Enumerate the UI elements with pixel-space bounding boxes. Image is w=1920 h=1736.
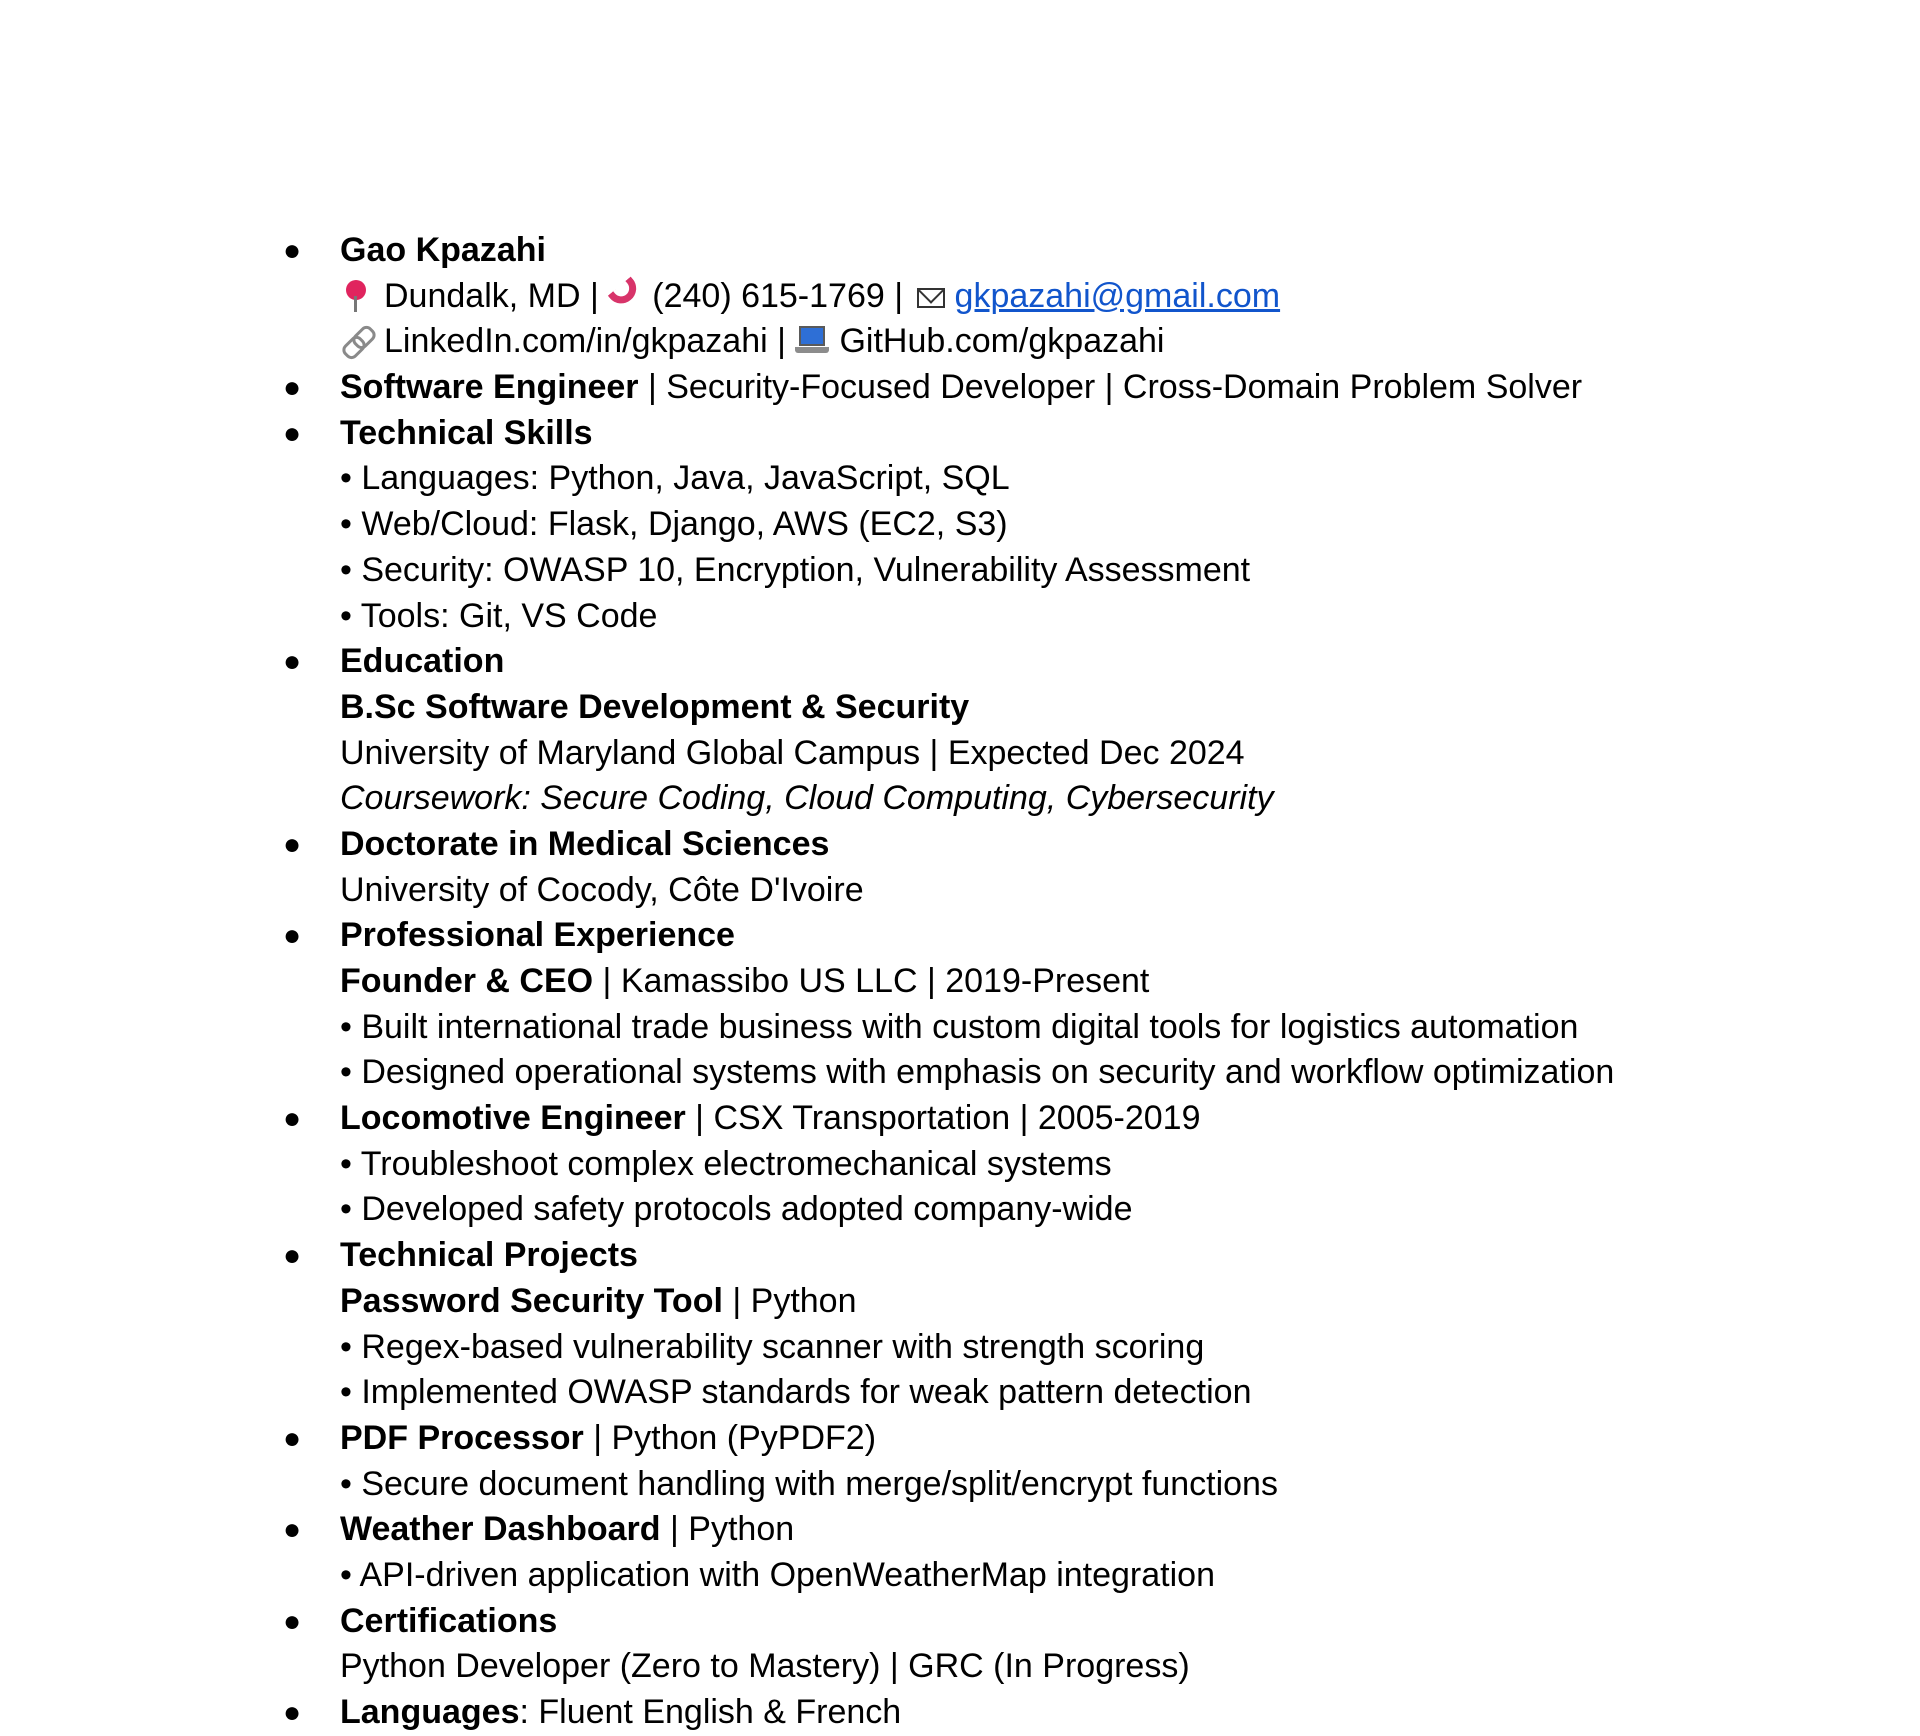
section-heading: Education [340, 642, 505, 681]
list-item [0, 1187, 1920, 1233]
skill-item: • Tools: Git, VS Code [340, 596, 658, 635]
separator: | [894, 276, 904, 315]
experience-heading-line [0, 913, 1920, 959]
project-title: PDF Processor [340, 1418, 584, 1457]
project-item: • Regex-based vulnerability scanner with strength scoring [340, 1327, 1205, 1366]
job-item: • Developed safety protocols adopted company-wide [340, 1190, 1133, 1229]
project-line [0, 1507, 1920, 1553]
job-details: | Kamassibo US LLC | 2019-Present [593, 962, 1150, 1000]
doctorate-school: University of Cocody, Côte D'Ivoire [340, 870, 864, 909]
doctorate-line [0, 822, 1920, 868]
list-item [0, 1325, 1920, 1371]
list-bullet: ● [283, 1102, 302, 1136]
list-item [0, 1050, 1920, 1096]
headline-line [0, 365, 1920, 411]
job-title: Founder & CEO [340, 962, 594, 1000]
list-item [0, 1005, 1920, 1051]
coursework: Coursework: Secure Coding, Cloud Computing, Cybersecurity [340, 779, 1274, 818]
list-bullet: ● [283, 416, 302, 450]
projects-heading-line [0, 1233, 1920, 1279]
section-heading: Certifications [340, 1601, 558, 1640]
list-bullet: ● [283, 1421, 302, 1455]
project-line [0, 1416, 1920, 1462]
location: Dundalk, MD [384, 276, 581, 315]
section-heading: Professional Experience [340, 916, 735, 955]
project-tech: | Python [722, 1281, 857, 1320]
job-item: • Troubleshoot complex electromechanical systems [340, 1144, 1112, 1183]
list-bullet: ● [283, 1239, 302, 1273]
links-line [0, 319, 1920, 365]
job-title: Locomotive Engineer [340, 1099, 686, 1138]
list-bullet: ● [283, 371, 302, 405]
candidate-name: Gao Kpazahi [340, 231, 546, 269]
list-item [0, 1462, 1920, 1508]
skills-heading-line [0, 411, 1920, 457]
section-heading: Technical Projects [340, 1236, 638, 1275]
list-bullet: ● [283, 827, 302, 861]
list-item [0, 548, 1920, 594]
project-tech: | Python (PyPDF2) [583, 1418, 877, 1457]
phone: (240) 615-1769 [652, 276, 885, 315]
project-tech: | Python [660, 1510, 795, 1549]
list-item [0, 502, 1920, 548]
education-heading-line [0, 639, 1920, 685]
languages-line [0, 1690, 1920, 1736]
list-bullet: ● [283, 234, 302, 267]
list-bullet: ● [283, 645, 302, 679]
resume-content [0, 228, 1920, 1736]
laptop-icon [795, 323, 829, 357]
skill-item: • Languages: Python, Java, JavaScript, SQL [340, 459, 1010, 498]
doctorate-school-line [0, 868, 1920, 914]
languages-text: : Fluent English & French [519, 1693, 902, 1731]
list-item [0, 456, 1920, 502]
list-bullet: ● [283, 1604, 302, 1638]
certifications-heading-line [0, 1599, 1920, 1645]
list-item [0, 1553, 1920, 1599]
skill-item: • Security: OWASP 10, Encryption, Vulnerability Assessment [340, 550, 1251, 589]
project-item: • Secure document handling with merge/split/encrypt functions [340, 1464, 1278, 1503]
list-bullet: ● [283, 1513, 302, 1547]
job-details: | CSX Transportation | 2005-2019 [685, 1099, 1201, 1138]
headline-title: Software Engineer [340, 368, 639, 407]
project-title: Weather Dashboard [340, 1510, 661, 1549]
project-item: • API-driven application with OpenWeatherMap integration [340, 1555, 1215, 1594]
coursework-line [0, 776, 1920, 822]
languages-label: Languages [340, 1693, 520, 1731]
certifications-line [0, 1644, 1920, 1690]
certifications-text: Python Developer (Zero to Mastery) | GRC (In Progress) [340, 1647, 1190, 1686]
doctorate-title: Doctorate in Medical Sciences [340, 824, 830, 863]
project-item: • Implemented OWASP standards for weak pattern detection [340, 1373, 1252, 1412]
degree-title: B.Sc Software Development & Security [340, 687, 970, 726]
project-title: Password Security Tool [340, 1281, 723, 1320]
school-line [0, 731, 1920, 777]
job-line [0, 1096, 1920, 1142]
list-item [0, 1142, 1920, 1188]
phone-icon [608, 278, 642, 312]
separator: | [777, 322, 786, 361]
pin-icon [340, 278, 374, 312]
list-bullet: ● [283, 1696, 302, 1729]
list-item [0, 1370, 1920, 1416]
headline-rest: | Security-Focused Developer | Cross-Domain Problem Solver [638, 368, 1583, 407]
project-line [0, 1279, 1920, 1325]
list-item [0, 594, 1920, 640]
school: University of Maryland Global Campus | Expected Dec 2024 [340, 733, 1245, 772]
separator: | [589, 276, 599, 315]
email-link[interactable]: gkpazahi@gmail.com [954, 276, 1281, 315]
mail-icon [917, 288, 945, 308]
job-item: • Designed operational systems with emphasis on security and workflow optimization [340, 1053, 1615, 1092]
link-icon [340, 323, 374, 357]
job-line [0, 959, 1920, 1005]
linkedin: LinkedIn.com/in/gkpazahi [384, 322, 768, 361]
github: GitHub.com/gkpazahi [839, 322, 1165, 361]
job-item: • Built international trade business with custom digital tools for logistics automation [340, 1007, 1579, 1046]
contact-line [0, 274, 1920, 320]
section-heading: Technical Skills [340, 413, 593, 452]
degree-line [0, 685, 1920, 731]
name-line [0, 228, 1920, 274]
list-bullet: ● [283, 919, 302, 953]
skill-item: • Web/Cloud: Flask, Django, AWS (EC2, S3) [340, 505, 1008, 544]
